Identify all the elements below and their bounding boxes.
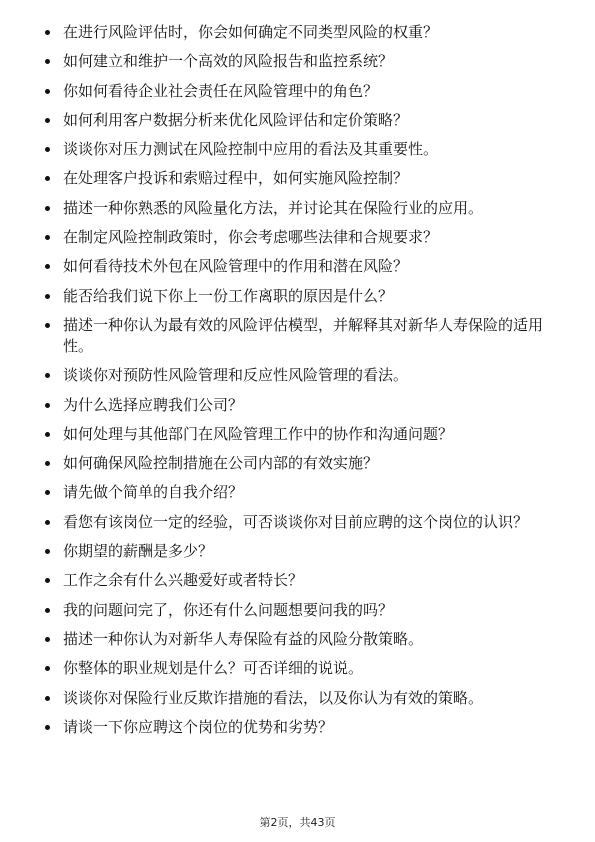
- list-item: [42, 512, 557, 533]
- bullet-icon: [45, 549, 50, 554]
- page-number: 第2页，共43页: [259, 816, 336, 829]
- list-item: [42, 315, 557, 357]
- question-text: 你整体的职业规划是什么？可否详细的说说。: [63, 659, 364, 678]
- bullet-icon: [45, 520, 50, 525]
- question-text: 在处理客户投诉和索赔过程中，如何实施风险控制？: [63, 169, 409, 188]
- question-text: 我的问题问完了，你还有什么问题想要问我的吗？: [63, 600, 394, 619]
- bullet-icon: [45, 89, 50, 94]
- list-item: [42, 365, 557, 386]
- list-item: [42, 168, 557, 189]
- list-item: [42, 81, 557, 102]
- bullet-icon: [45, 725, 50, 730]
- question-text: 如何利用客户数据分析来优化风险评估和定价策略？: [63, 110, 409, 129]
- bullet-icon: [45, 696, 50, 701]
- question-text: 在进行风险评估时，你会如何确定不同类型风险的权重？: [63, 23, 439, 41]
- question-text: 如何确保风险控制措施在公司内部的有效实施？: [63, 454, 379, 473]
- question-text: 在制定风险控制政策时，你会考虑哪些法律和合规要求？: [63, 228, 439, 247]
- bullet-icon: [45, 235, 50, 240]
- list-item: [42, 110, 557, 131]
- bullet-icon: [45, 176, 50, 181]
- bullet-icon: [45, 323, 50, 328]
- bullet-icon: [45, 608, 50, 613]
- question-text: 谈谈你对预防性风险管理和反应性风险管理的看法。: [63, 366, 409, 385]
- list-item: [42, 629, 557, 650]
- question-text: 谈谈你对保险行业反欺诈措施的看法，以及你认为有效的策略。: [63, 688, 484, 707]
- list-item: [42, 256, 557, 277]
- list-item: [42, 658, 557, 679]
- question-text: 描述一种你认为最有效的风险评估模型，并解释其对新华人寿保险的适用性。: [63, 315, 544, 355]
- question-text: 能否给我们说下你上一份工作离职的原因是什么？: [63, 286, 394, 305]
- bullet-icon: [45, 294, 50, 299]
- bullet-icon: [45, 147, 50, 152]
- list-item: [42, 482, 557, 503]
- question-text: 请谈一下你应聘这个岗位的优势和劣势？: [63, 717, 334, 736]
- list-item: [42, 688, 557, 709]
- question-text: 谈谈你对压力测试在风险控制中应用的看法及其重要性。: [63, 140, 439, 159]
- question-text: 描述一种你熟悉的风险量化方法，并讨论其在保险行业的应用。: [63, 198, 484, 217]
- list-item: [42, 600, 557, 621]
- bullet-icon: [45, 578, 50, 583]
- list-item: [42, 198, 557, 219]
- bullet-icon: [45, 206, 50, 211]
- question-text: 为什么选择应聘我们公司？: [63, 395, 244, 414]
- list-item: [42, 453, 557, 474]
- question-text: 如何看待技术外包在风险管理中的作用和潜在风险？: [63, 257, 409, 276]
- question-text: 看您有该岗位一定的经验，可否谈谈你对目前应聘的这个岗位的认识？: [63, 512, 529, 531]
- bullet-icon: [45, 432, 50, 437]
- bullet-icon: [45, 637, 50, 642]
- bullet-icon: [45, 118, 50, 123]
- bullet-icon: [45, 403, 50, 408]
- list-item: [42, 22, 557, 43]
- list-item: [42, 717, 557, 738]
- list-item: [42, 286, 557, 307]
- question-text: 如何建立和维护一个高效的风险报告和监控系统？: [63, 52, 394, 71]
- question-text: 如何处理与其他部门在风险管理工作中的协作和沟通问题？: [63, 424, 454, 443]
- question-text: 你期望的薪酬是多少？: [63, 542, 214, 561]
- bullet-icon: [45, 666, 50, 671]
- bullet-icon: [45, 59, 50, 64]
- bullet-icon: [45, 373, 50, 378]
- list-item: [42, 424, 557, 445]
- bullet-icon: [45, 490, 50, 495]
- question-text: 你如何看待企业社会责任在风险管理中的角色？: [63, 81, 379, 100]
- list-item: [42, 395, 557, 416]
- bullet-icon: [45, 264, 50, 269]
- list-item: [42, 139, 557, 160]
- bullet-icon: [45, 461, 50, 466]
- list-item: [42, 541, 557, 562]
- question-text: 工作之余有什么兴趣爱好或者特长？: [63, 571, 304, 590]
- list-item: [42, 51, 557, 72]
- list-item: [42, 570, 557, 591]
- question-text: 请先做个简单的自我介绍？: [63, 483, 244, 502]
- question-list: [42, 22, 557, 746]
- bullet-icon: [45, 30, 50, 35]
- question-text: 描述一种你认为对新华人寿保险有益的风险分散策略。: [63, 629, 424, 648]
- list-item: [42, 227, 557, 248]
